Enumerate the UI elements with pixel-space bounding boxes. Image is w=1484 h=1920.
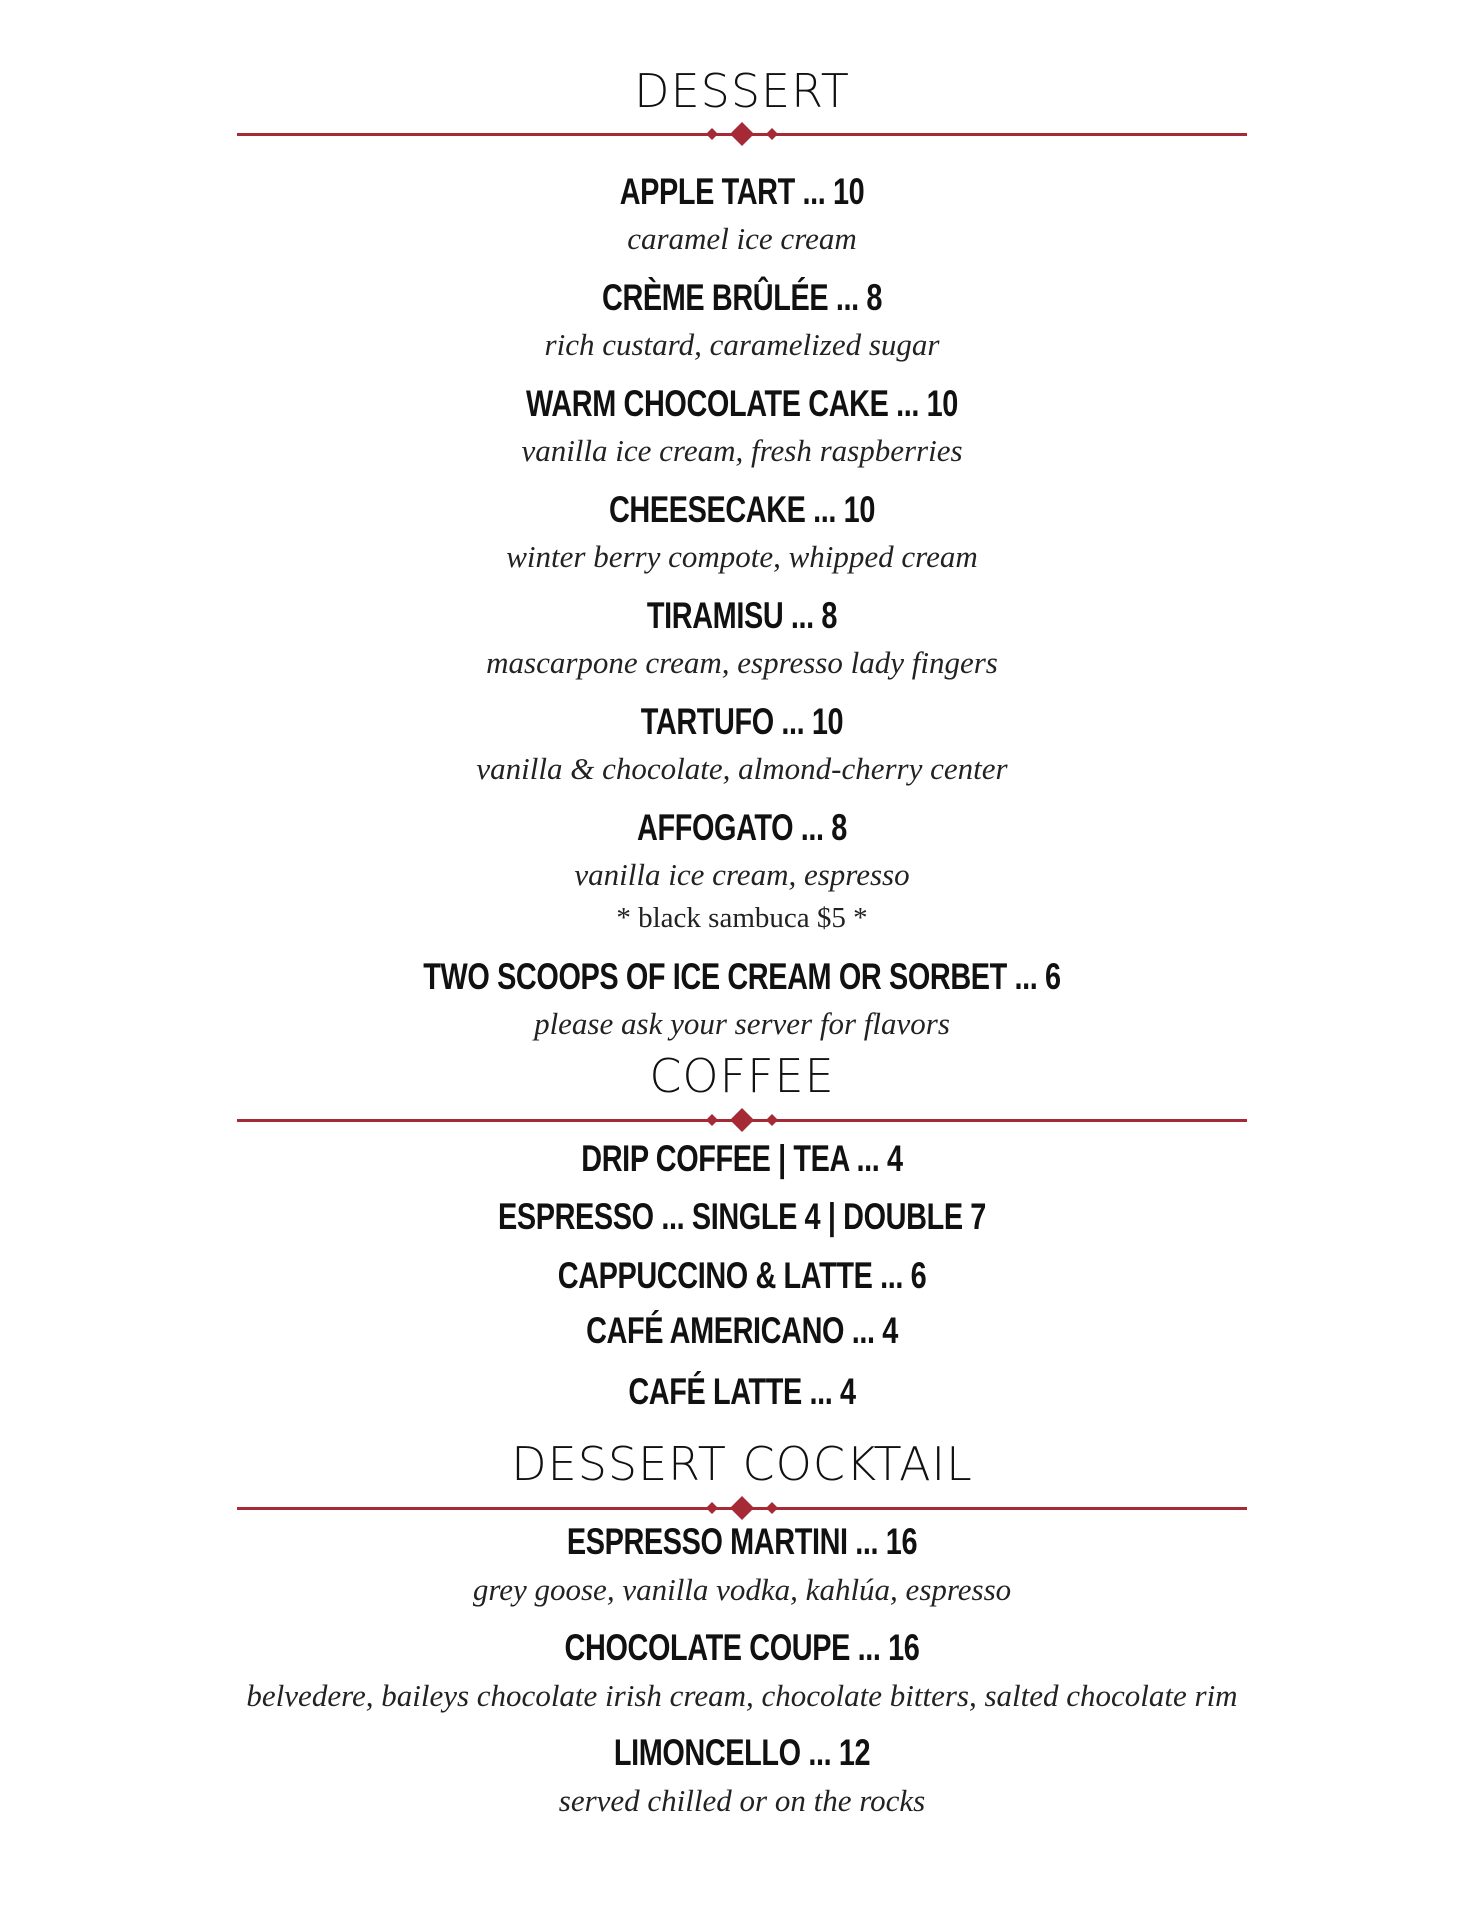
menu-item-name: TIRAMISU ... 8: [646, 595, 838, 636]
menu-item-name: CHEESECAKE ... 10: [608, 489, 876, 530]
menu-item-description: belvedere, baileys chocolate irish cream, chocolate bitters, salted chocolate rim: [246, 1678, 1238, 1713]
menu-item-name: CAFÉ LATTE ... 4: [628, 1371, 856, 1412]
menu-item-name: AFFOGATO ... 8: [637, 807, 847, 848]
menu-item-name: DRIP COFFEE | TEA ... 4: [581, 1138, 903, 1179]
coffee-divider: [237, 1108, 1247, 1132]
diamond-ornament-icon: [237, 1108, 1247, 1132]
menu-item-description: vanilla ice cream, fresh raspberries: [521, 433, 963, 468]
menu-item-name: TARTUFO ... 10: [640, 701, 844, 742]
menu-item-name: CAFÉ AMERICANO ... 4: [586, 1310, 898, 1351]
dessert-divider: [237, 122, 1247, 146]
menu-item-name: ESPRESSO MARTINI ... 16: [566, 1521, 918, 1562]
menu-item-name: ESPRESSO ... SINGLE 4 | DOUBLE 7: [498, 1196, 986, 1237]
dessert-section-title: DESSERT: [634, 64, 850, 118]
cocktail-divider: [237, 1496, 1247, 1520]
menu-item-name: APPLE TART ... 10: [619, 171, 865, 212]
menu-item-description: vanilla & chocolate, almond-cherry center: [476, 751, 1008, 786]
menu-item-description: please ask your server for flavors: [534, 1006, 950, 1041]
menu-item-description: rich custard, caramelized sugar: [544, 327, 940, 362]
diamond-ornament-icon: [237, 1496, 1247, 1520]
coffee-section-title: COFFEE: [649, 1049, 835, 1103]
diamond-ornament-icon: [237, 122, 1247, 146]
menu-item-name: WARM CHOCOLATE CAKE ... 10: [526, 383, 958, 424]
menu-item-name: LIMONCELLO ... 12: [613, 1732, 871, 1773]
menu-item-name: CHOCOLATE COUPE ... 16: [564, 1627, 920, 1668]
menu-item-description: vanilla ice cream, espresso: [574, 857, 910, 892]
menu-item-description: winter berry compote, whipped cream: [506, 539, 978, 574]
cocktail-section-title: DESSERT COCKTAIL: [511, 1437, 973, 1491]
menu-item-description: mascarpone cream, espresso lady fingers: [486, 645, 998, 680]
menu-item-name: CAPPUCCINO & LATTE ... 6: [557, 1255, 927, 1296]
menu-item-note: * black sambuca $5 *: [616, 902, 868, 934]
menu-item-name: TWO SCOOPS OF ICE CREAM OR SORBET ... 6: [423, 956, 1061, 997]
menu-item-description: caramel ice cream: [627, 221, 857, 256]
menu-item-name: CRÈME BRÛLÉE ... 8: [601, 277, 883, 318]
menu-item-description: grey goose, vanilla vodka, kahlúa, espresso: [472, 1572, 1012, 1607]
menu-item-description: served chilled or on the rocks: [558, 1783, 926, 1818]
